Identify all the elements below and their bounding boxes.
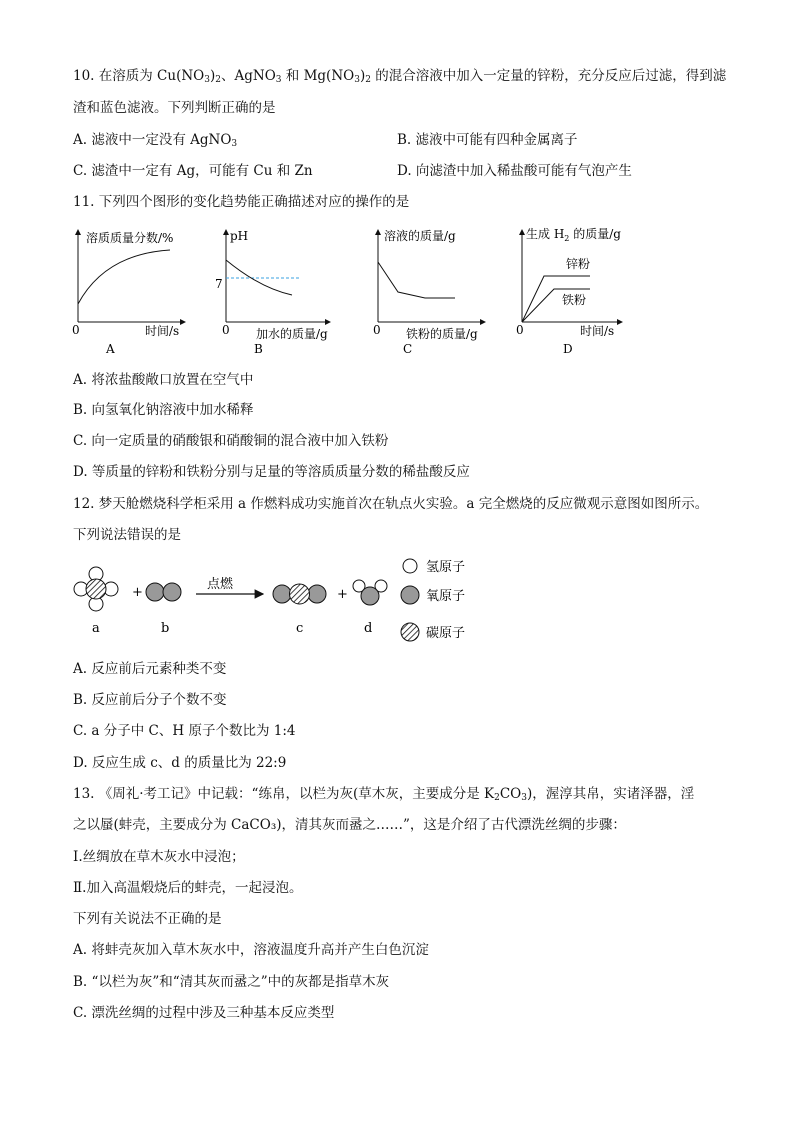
q13-question: 下列有关说法不正确的是 (73, 911, 222, 927)
q10-option-b[interactable]: B. 滤液中可能有四种金属离子 (397, 132, 578, 148)
iron-label: 铁粉 (562, 293, 587, 307)
q13-stem-text: CO (499, 786, 522, 802)
oxygen-atom (308, 585, 326, 603)
graph-c (373, 228, 485, 356)
q11-option-c[interactable]: C. 向一定质量的硝酸银和硝酸铜的混合液中加入铁粉 (73, 433, 389, 449)
molecule-d (353, 580, 387, 605)
y-label-pre: 生成 H (526, 227, 565, 241)
q13-step-1: Ⅰ.丝绸放在草木灰水中浸泡； (73, 849, 245, 865)
y-label-sub: 2 (564, 234, 570, 243)
label-d: d (364, 621, 373, 636)
y-label (526, 226, 621, 243)
label-a: a (92, 621, 100, 636)
carbon-atom (86, 579, 106, 599)
x-label: 时间/s (580, 324, 615, 338)
q11-option-a[interactable]: A. 将浓盐酸敞口放置在空气中 (73, 372, 254, 388)
origin-label: 0 (222, 323, 230, 337)
origin-label: 0 (373, 323, 381, 337)
graph-letter: A (106, 342, 115, 356)
y-label-post: 的质量/g (569, 227, 621, 241)
graph-letter: B (254, 342, 263, 356)
q12-stem-line2: 下列说法错误的是 (73, 527, 181, 543)
x-label: 铁粉的质量/g (406, 327, 478, 341)
label-c: c (296, 621, 304, 636)
y-tick: 7 (215, 277, 223, 291)
q13-option-b[interactable]: B. “以栏为灰”和“清其灰而盝之”中的灰都是指草木灰 (73, 974, 390, 990)
q13-stem-text: 13. 《周礼·考工记》中记载：“练帛，以栏为灰(草木灰，主要成分是 K (73, 786, 495, 802)
plus-sign: + (132, 585, 143, 600)
q10-option-d[interactable]: D. 向滤渣中加入稀盐酸可能有气泡产生 (397, 163, 632, 179)
q12-option-d[interactable]: D. 反应生成 c、d 的质量比为 22:9 (73, 755, 287, 771)
q10-stem-text: 10. 在溶质为 Cu(NO (73, 68, 205, 84)
y-label: 溶液的质量/g (384, 229, 456, 243)
q11-option-b[interactable]: B. 向氢氧化钠溶液中加水稀释 (73, 402, 254, 418)
carbon-legend-icon (401, 623, 419, 641)
q10-option-a[interactable] (73, 130, 237, 154)
oxygen-atom (146, 583, 164, 601)
legend-carbon: 碳原子 (426, 626, 466, 641)
x-label: 加水的质量/g (256, 327, 328, 341)
q11-option-d[interactable]: D. 等质量的锌粉和铁粉分别与足量的等溶质质量分数的稀盐酸反应 (73, 464, 470, 480)
sub: 2 (365, 75, 371, 85)
origin-label: 0 (72, 323, 80, 337)
molecule-c (273, 584, 326, 604)
q10-stem-text: 的混合溶液中加入一定量的锌粉，充分反应后过滤，得到滤 (370, 68, 727, 84)
hydrogen-legend-icon (403, 559, 417, 573)
curve (78, 250, 170, 304)
q11-stem: 11. 下列四个图形的变化趋势能正确描述对应的操作的是 (73, 194, 410, 210)
sub: 2 (494, 793, 500, 803)
q10-stem-text: 、AgNO (220, 68, 276, 84)
plus-sign: + (337, 587, 348, 602)
polyline (378, 262, 455, 298)
graph-letter: C (403, 342, 413, 356)
legend (401, 559, 465, 641)
graph-b (215, 229, 330, 356)
q12-option-b[interactable]: B. 反应前后分子个数不变 (73, 692, 227, 708)
q11-graphs (60, 222, 640, 358)
legend-oxygen: 氧原子 (426, 589, 466, 604)
q10-option-c[interactable]: C. 滤渣中一定有 Ag，可能有 Cu 和 Zn (73, 163, 313, 179)
molecule-a (74, 567, 118, 611)
sub: 3 (231, 139, 238, 149)
oxygen-atom (163, 583, 181, 601)
q12-option-a[interactable]: A. 反应前后元素种类不变 (73, 661, 227, 677)
q12-reaction-diagram (66, 552, 486, 644)
q10-stem-text: 和 Mg(NO (281, 68, 355, 84)
q13-stem-line1 (73, 784, 694, 808)
q13-option-a[interactable]: A. 将蚌壳灰加入草木灰水中，溶液温度升高并产生白色沉淀 (73, 942, 429, 958)
q13-stem-text: )，渥淳其帛，实诸泽器，淫 (526, 786, 695, 802)
oxygen-atom (361, 587, 379, 605)
option-text: A. 滤液中一定没有 AgNO (73, 132, 232, 148)
q10-stem-line2: 渣和蓝色滤液。下列判断正确的是 (73, 100, 276, 116)
reaction-condition: 点燃 (207, 577, 234, 592)
sub: 3 (354, 75, 360, 85)
graph-a (72, 230, 185, 356)
graph-letter: D (563, 342, 573, 356)
q10-stem-line1 (73, 66, 726, 90)
label-b: b (161, 621, 170, 636)
sub: 3 (521, 793, 527, 803)
sub: 3 (275, 75, 282, 85)
sub: 3 (204, 75, 210, 85)
q12-option-c[interactable]: C. a 分子中 C、H 原子个数比为 1:4 (73, 723, 296, 739)
zinc-label: 锌粉 (566, 257, 591, 271)
graph-d (516, 226, 622, 356)
origin-label: 0 (516, 323, 524, 337)
legend-hydrogen: 氢原子 (426, 560, 466, 575)
q13-option-c[interactable]: C. 漂洗丝绸的过程中涉及三种基本反应类型 (73, 1005, 335, 1021)
q10-stem-text: ) (359, 68, 366, 84)
x-label: 时间/s (145, 324, 180, 338)
y-label: pH (230, 229, 249, 243)
q12-stem-line1: 12. 梦天舱燃烧科学柜采用 a 作燃料成功实施首次在轨点火实验。a 完全燃烧的反应微观示意图如图所示。 (73, 496, 709, 512)
sub: 2 (215, 75, 221, 85)
oxygen-legend-icon (401, 586, 419, 604)
q13-step-2: Ⅱ.加入高温煅烧后的蚌壳，一起浸泡。 (73, 880, 303, 896)
oxygen-atom (273, 585, 291, 603)
y-label: 溶质质量分数/% (86, 231, 174, 245)
molecule-b (146, 583, 181, 601)
q13-stem-line2: 之以蜃(蚌壳，主要成分为 CaCO₃)，清其灰而盝之……”，这是介绍了古代漂洗丝绸的步骤： (73, 817, 626, 833)
q10-stem-text: ) (209, 68, 216, 84)
carbon-atom (290, 584, 310, 604)
